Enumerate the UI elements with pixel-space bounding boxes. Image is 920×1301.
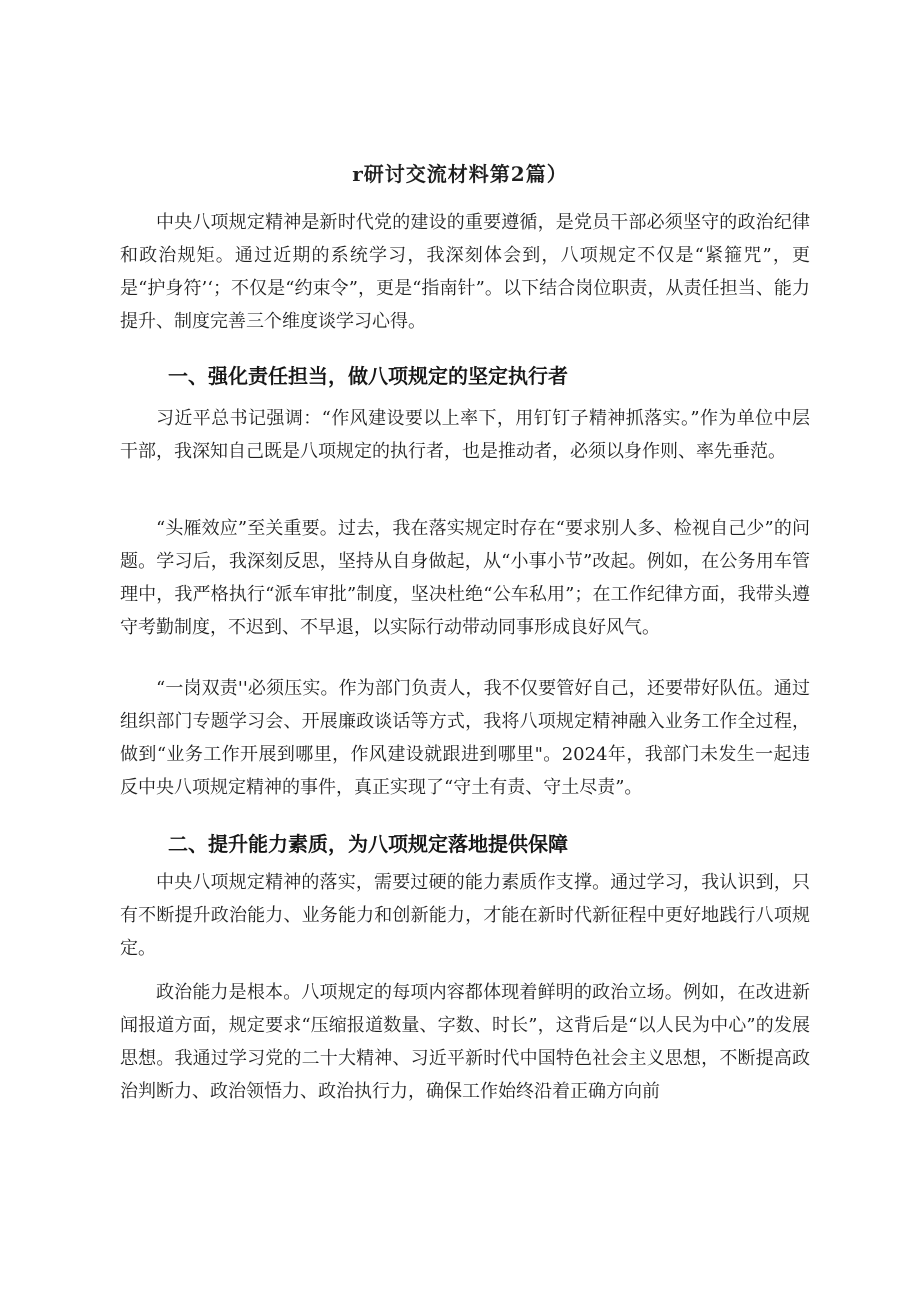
section-1-paragraph-2: “头雁效应”至关重要。过去，我在落实规定时存在“要求别人多、检视自己少”的问题。学习后，我深刻反思，坚持从自身做起，从“小事小节”改起。例如，在公务用车管理中，我严格执行“派车审批”制度，坚决杜绝“公车私用”；在工作纪律方面，我带头遵守考勤制度，不迟到、不早退，以实际行动带动同事形成良好风气。 (120, 518, 810, 638)
section-2-heading: 二、提升能力素质，为八项规定落地提供保障 (168, 832, 568, 856)
section-1-paragraph-1: 习近平总书记强调：“作风建设要以上率下，用钉钉子精神抓落实。”作为单位中层干部，我深知自己既是八项规定的执行者，也是推动者，必须以身作则、率先垂范。 (120, 408, 810, 462)
intro-paragraph: 中央八项规定精神是新时代党的建设的重要遵循，是党员干部必须坚守的政治纪律和政治规矩。通过近期的系统学习，我深刻体会到，八项规定不仅是“紧箍咒”，更是“护身符’‘；不仅是“约束令”，更是“指南针”。以下结合岗位职责，从责任担当、能力提升、制度完善三个维度谈学习心得。 (120, 212, 810, 332)
section-1-paragraph-3: “一岗双责''必须压实。作为部门负责人，我不仅要管好自己，还要带好队伍。通过组织部门专题学习会、开展廉政谈话等方式，我将八项规定精神融入业务工作全过程，做到“业务工作开展到哪里，作风建设就跟进到哪里"。2024年，我部门未发生一起违反中央八项规定精神的事件，真正实现了“守土有责、守土尽责”。 (120, 678, 810, 798)
section-2-paragraph-2: 政治能力是根本。八项规定的每项内容都体现着鲜明的政治立场。例如，在改进新闻报道方面，规定要求“压缩报道数量、字数、时长”，这背后是“以人民为中心”的发展思想。我通过学习党的二十大精神、习近平新时代中国特色社会主义思想，不断提高政治判断力、政治领悟力、政治执行力，确保工作始终沿着正确方向前 (120, 982, 810, 1102)
document-title: r研讨交流材料第2篇） (352, 162, 568, 186)
section-1-heading: 一、强化责任担当，做八项规定的坚定执行者 (168, 364, 568, 388)
section-2-paragraph-1: 中央八项规定精神的落实，需要过硬的能力素质作支撑。通过学习，我认识到，只有不断提升政治能力、业务能力和创新能力，才能在新时代新征程中更好地践行八项规定。 (120, 872, 810, 959)
